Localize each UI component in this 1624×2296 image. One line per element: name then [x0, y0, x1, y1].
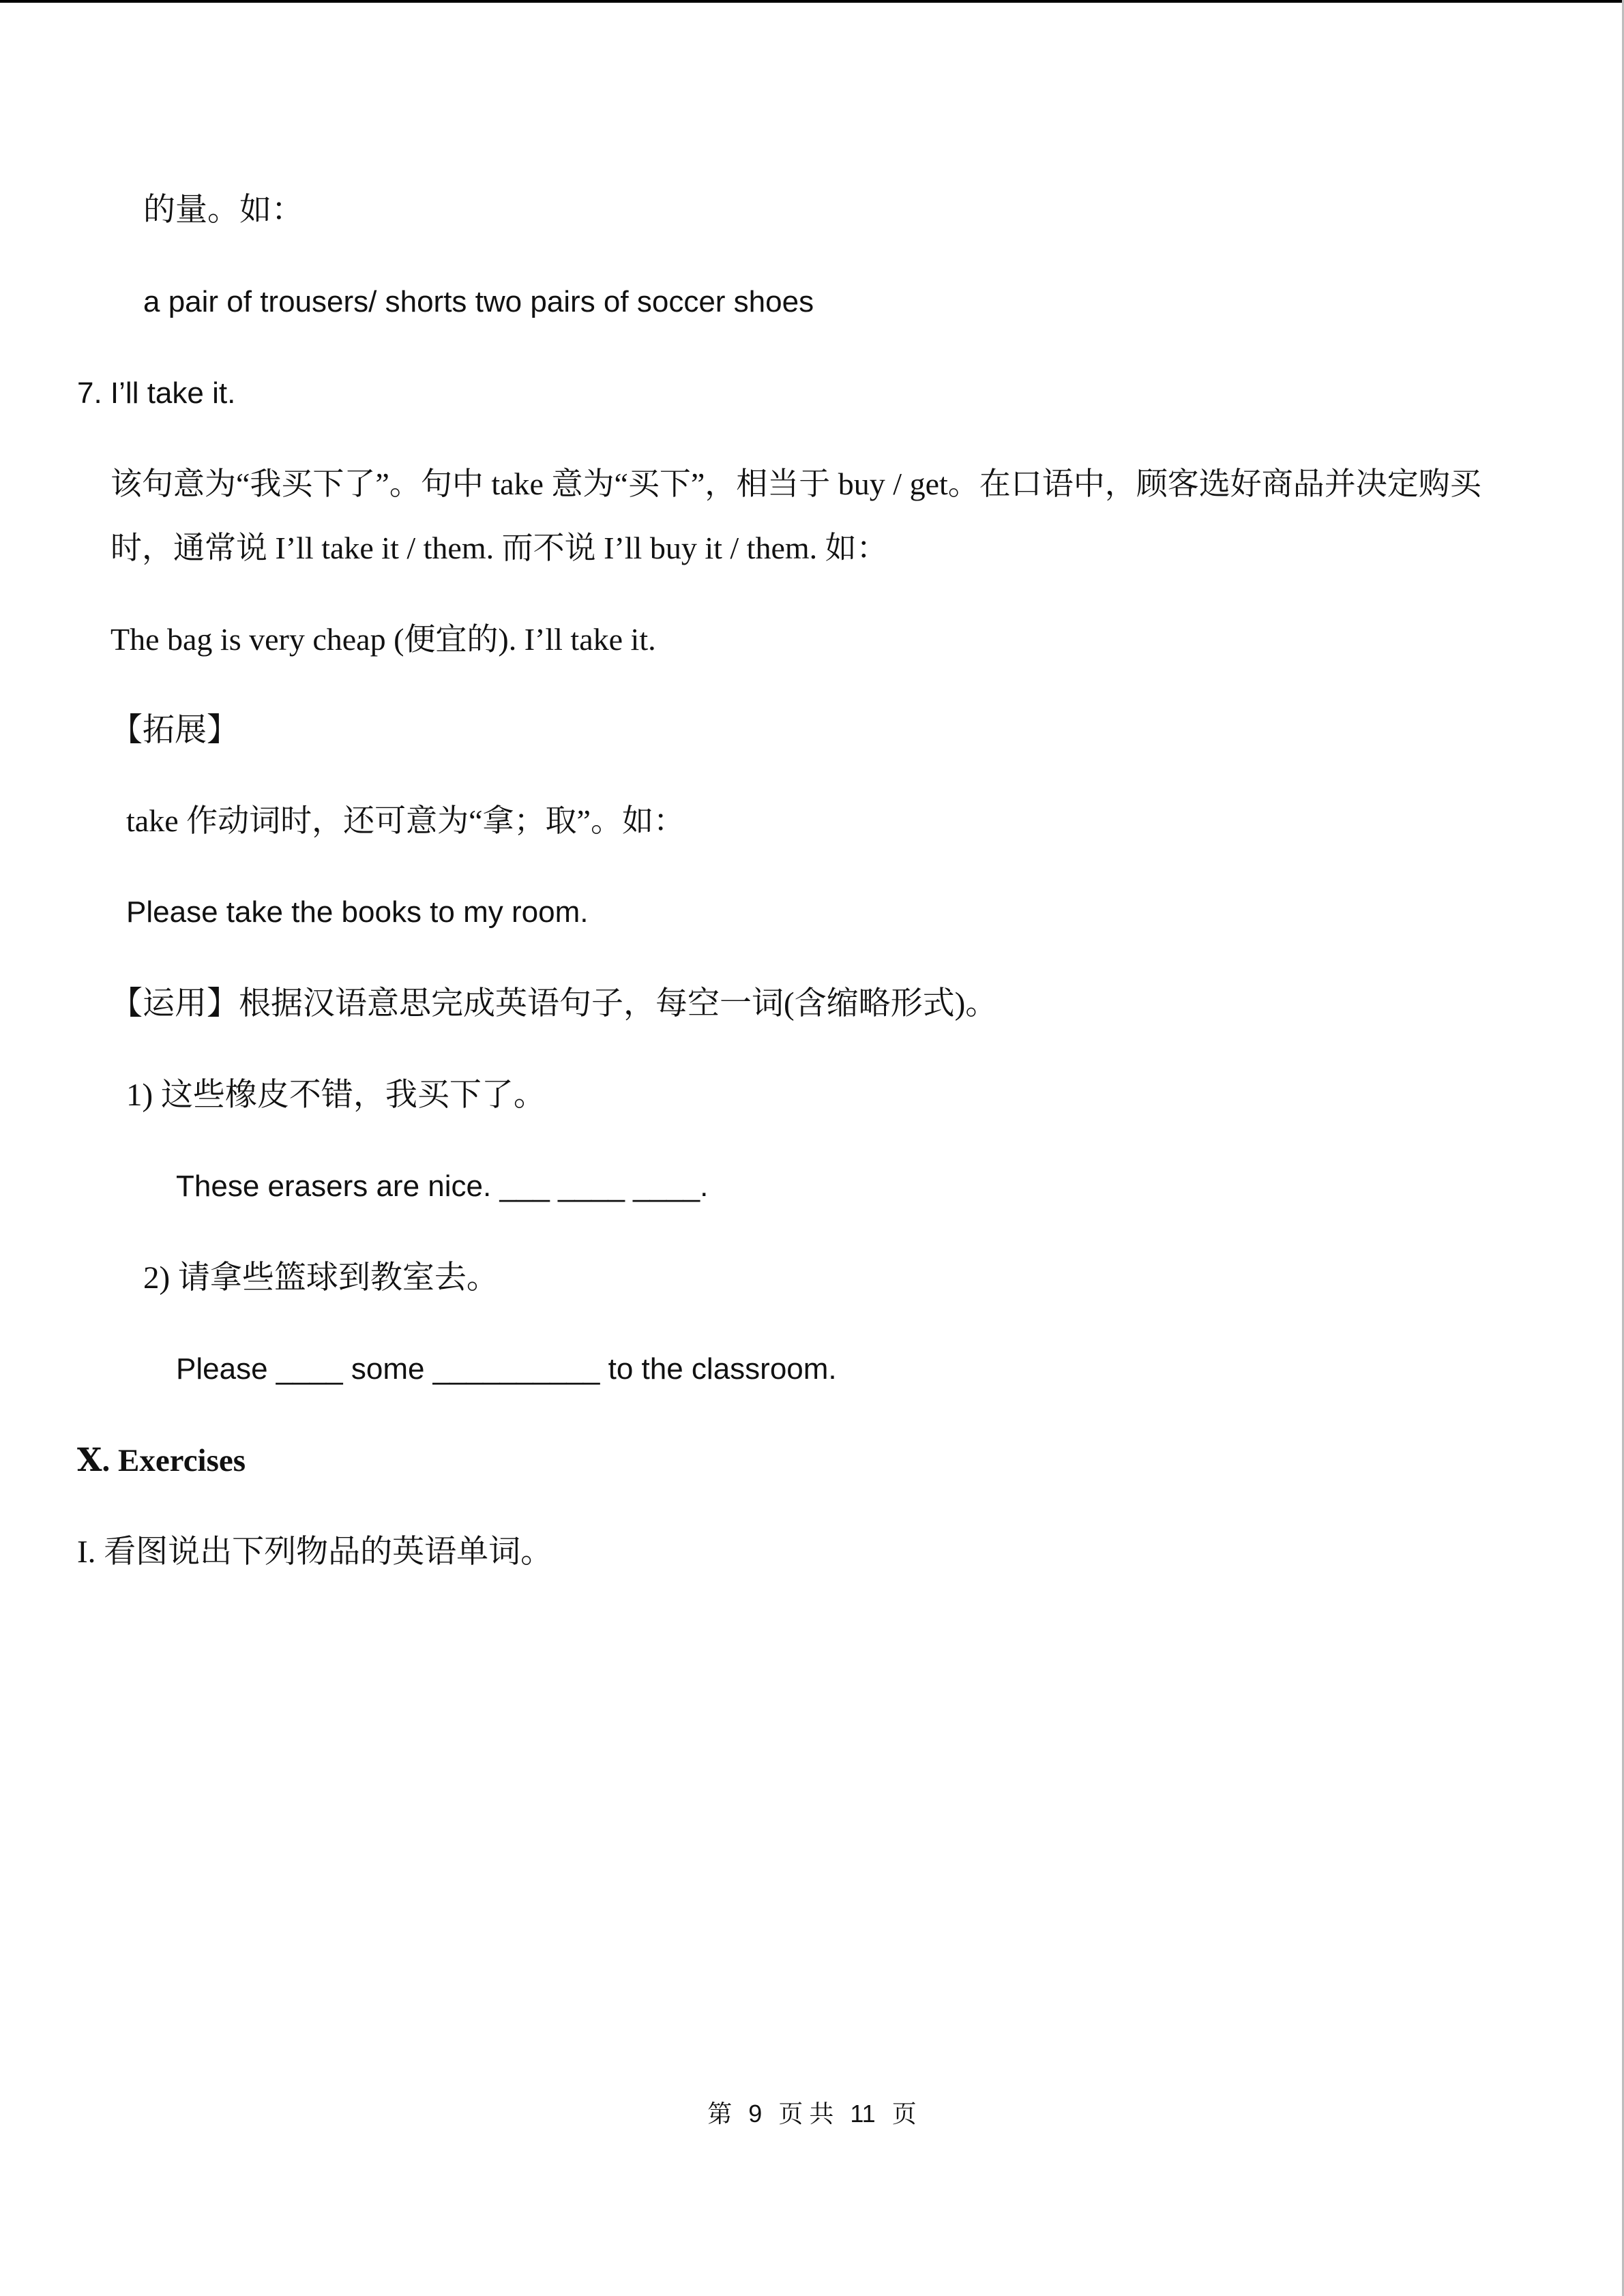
question-2-chinese: 2) 请拿些篮球到教室去。 [143, 1260, 499, 1296]
item-7-explanation-line-1: 该句意为“我买下了”。句中 take 意为“买下”，相当于 buy / get。在口语中，顾客选好商品并决定购买 [110, 466, 1481, 501]
pair-examples: a pair of trousers/ shorts two pairs of soccer shoes [143, 285, 814, 318]
item-7-heading: 7. I’ll take it. [77, 376, 236, 410]
item-7-explanation-line-2: 时，通常说 I’ll take it / them. 而不说 I’ll buy it / them. 如： [110, 531, 888, 565]
page-footer [0, 2098, 1624, 2130]
continuation-line: 的量。如： [143, 192, 304, 228]
footer-prefix: 第 [707, 2100, 733, 2128]
total-pages-number: 11 [850, 2100, 876, 2128]
practice-instruction: 【运用】根据汉语意思完成英语句子，每空一词(含缩略形式)。 [110, 986, 998, 1022]
footer-middle: 页 共 [778, 2100, 834, 2128]
footer-suffix: 页 [891, 2100, 917, 2128]
section-title: Ⅹ. Exercises [77, 1443, 246, 1478]
example-books: Please take the books to my room. [126, 895, 589, 929]
exercise-1: I. 看图说出下列物品的英语单词。 [77, 1534, 553, 1570]
question-1-english: These erasers are nice. ___ ____ ____. [176, 1169, 709, 1203]
take-meaning: take 作动词时，还可意为“拿；取”。如： [126, 803, 685, 838]
question-1-chinese: 1) 这些橡皮不错，我买下了。 [126, 1077, 546, 1113]
example-bag: The bag is very cheap (便宜的). I’ll take it. [110, 622, 656, 657]
expansion-label: 【拓展】 [110, 713, 239, 748]
current-page-number: 9 [748, 2100, 763, 2128]
top-border [0, 0, 1624, 3]
question-2-english: Please ____ some __________ to the classroom. [176, 1352, 837, 1386]
